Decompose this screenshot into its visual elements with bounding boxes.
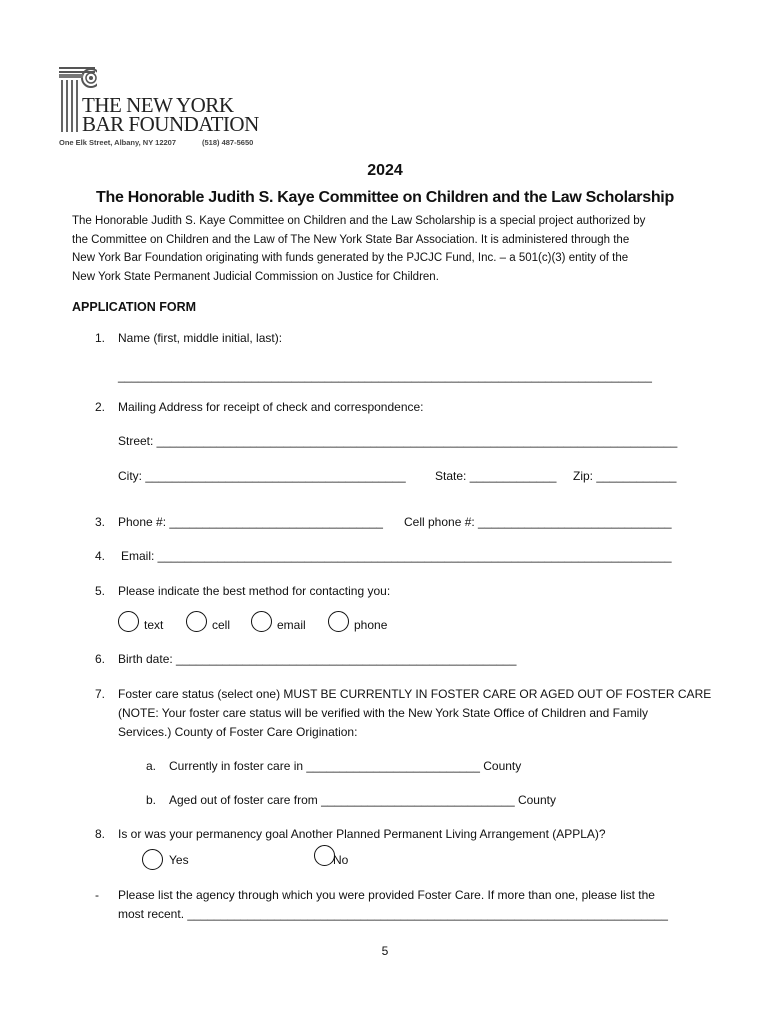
state-field[interactable]: State: _____________	[435, 469, 557, 483]
org-name-line1: THE NEW YORK	[82, 93, 234, 117]
intro-line: the Committee on Children and the Law of The New York State Bar Association. It is administered through the	[72, 233, 630, 246]
option-no-label: No	[333, 853, 349, 867]
q7b-letter: b.	[146, 793, 157, 807]
org-contact	[59, 138, 253, 147]
intro-line: New York State Permanent Judicial Commission on Justice for Children.	[72, 270, 439, 283]
q7-line: (NOTE: Your foster care status will be verified with the New York State Office of Children and Family	[118, 706, 649, 720]
option-yes-label: Yes	[169, 853, 189, 867]
email-field[interactable]: Email: _____________________________________________________________________________	[121, 549, 672, 563]
birth-date-field[interactable]: Birth date: ___________________________________________________	[118, 652, 517, 666]
q9-line: Please list the agency through which you were provided Foster Care. If more than one, please list the	[118, 888, 655, 902]
q2-number: 2.	[95, 400, 106, 414]
intro-line: New York Bar Foundation originating with funds generated by the PJCJC Fund, Inc. – a 501(c)(3) entity of the	[72, 252, 629, 264]
intro-line: The Honorable Judith S. Kaye Committee on Children and the Law Scholarship is a special project authorized by	[72, 215, 646, 227]
q6-number: 6.	[95, 652, 106, 666]
page-number: 5	[381, 944, 389, 958]
intro-paragraph	[72, 212, 702, 286]
radio-no[interactable]	[314, 845, 335, 866]
radio-yes[interactable]	[142, 849, 163, 870]
radio-email[interactable]	[251, 611, 272, 632]
q8-label: Is or was your permanency goal Another Planned Permanent Living Arrangement (APPLA)?	[118, 827, 606, 841]
q7-line: Foster care status (select one) MUST BE CURRENTLY IN FOSTER CARE OR AGED OUT OF FOSTER CARE	[118, 687, 712, 701]
document-year: 2024	[367, 162, 403, 179]
q9-dash: -	[95, 888, 99, 902]
q7-number: 7.	[95, 687, 106, 701]
option-cell-label: cell	[212, 618, 231, 632]
option-email-label: email	[277, 618, 306, 632]
radio-cell[interactable]	[186, 611, 207, 632]
q8-number: 8.	[95, 827, 106, 841]
document-title: The Honorable Judith S. Kaye Committee on Children and the Law Scholarship	[96, 189, 674, 206]
aged-out-county-field[interactable]: Aged out of foster care from _____________________________ County	[169, 793, 556, 807]
phone-field[interactable]: Phone #: ________________________________	[118, 515, 383, 529]
zip-field[interactable]: Zip: ____________	[573, 469, 677, 483]
agency-field[interactable]: most recent. ________________________________________________________________________	[118, 907, 668, 921]
option-text-label: text	[144, 618, 164, 632]
q7a-letter: a.	[146, 759, 157, 773]
q5-number: 5.	[95, 584, 106, 598]
current-foster-county-field[interactable]: Currently in foster care in __________________________ County	[169, 759, 522, 773]
org-phone: (518) 487-5650	[202, 138, 254, 147]
org-address: One Elk Street, Albany, NY 12207	[59, 138, 176, 147]
q4-number: 4.	[95, 549, 106, 563]
city-field[interactable]: City: _______________________________________	[118, 469, 406, 483]
q7-line: Services.) County of Foster Care Origination:	[118, 725, 358, 739]
q5-label: Please indicate the best method for contacting you:	[118, 584, 391, 598]
q2-label: Mailing Address for receipt of check and correspondence:	[118, 400, 424, 414]
q1-number: 1.	[95, 331, 106, 345]
radio-text[interactable]	[118, 611, 139, 632]
org-name-line2: BAR FOUNDATION	[82, 112, 259, 136]
option-phone-label: phone	[354, 618, 388, 632]
street-field[interactable]: Street: ______________________________________________________________________________	[118, 434, 678, 448]
name-field[interactable]: ________________________________________________________________________________	[118, 369, 652, 383]
q1-label: Name (first, middle initial, last):	[118, 331, 283, 345]
q3-number: 3.	[95, 515, 106, 529]
foundation-logo	[57, 64, 287, 150]
cell-phone-field[interactable]: Cell phone #: _____________________________	[404, 515, 672, 529]
section-heading: APPLICATION FORM	[72, 300, 197, 314]
radio-phone[interactable]	[328, 611, 349, 632]
